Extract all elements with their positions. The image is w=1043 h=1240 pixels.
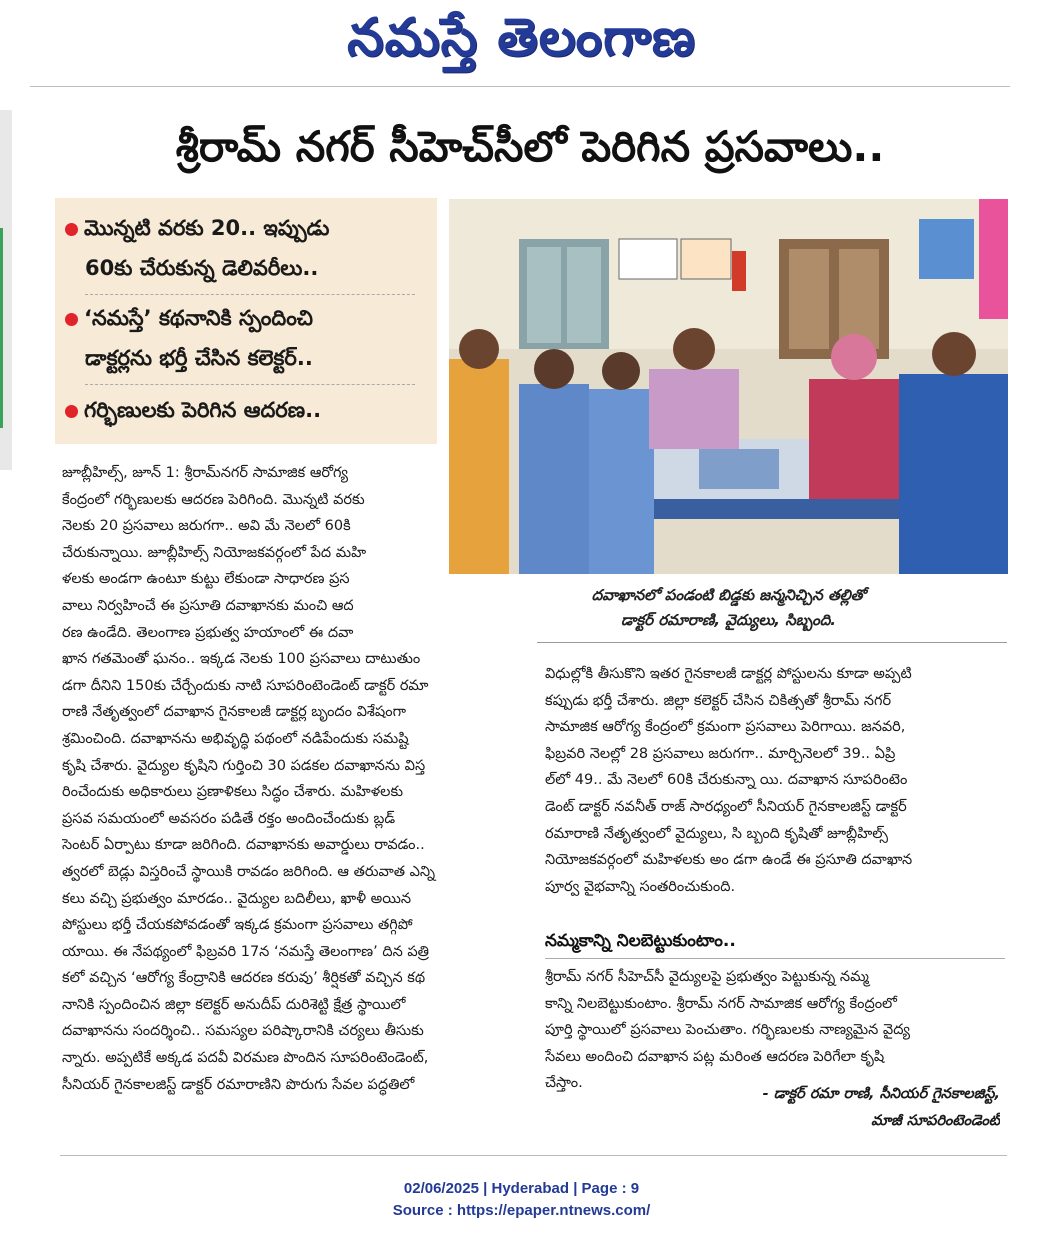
signature-line: మాజీ సూపరింటెండెంట్ [871, 1112, 1000, 1129]
masthead-divider [30, 86, 1010, 87]
text-line: కలు వచ్చి ప్రభుత్వం మారడం.. వైద్యుల బదిలీలు, ఖాళీ అయిన [62, 890, 412, 907]
text-line: చేస్తాం. [545, 1075, 583, 1092]
text-line: రమారాణి నేతృత్వంలో వైద్యులు, సి బ్బంది కృషితో జూబ్లీహిల్స్ [545, 825, 889, 842]
text-line: కలో వచ్చిన ‘ఆరోగ్య కేంద్రానికి ఆదరణ కరువు’ శీర్షికతో వచ్చిన కథ [62, 970, 426, 987]
text-line: ఖాన గతమెంతో ఘనం.. ఇక్కడ నెలకు 100 ప్రసవాలు దాటుతుం [62, 651, 421, 668]
text-line: యాయి. ఈ నేపథ్యంలో ఫిబ్రవరి 17న ‘నమస్తే తెలంగాణ’ దిన పత్రి [62, 943, 430, 960]
highlight-item-cont: డాక్టర్లను భర్తీ చేసిన కలెక్టర్.. [85, 346, 313, 370]
highlight-item: మొన్నటి వరకు 20.. ఇప్పుడు [65, 208, 430, 248]
text-line: వాలు నిర్వహించే ఈ ప్రసూతి దవాఖానకు మంచి ఆద [62, 597, 354, 614]
sub-heading: నమ్మకాన్ని నిలబెట్టుకుంటాం.. [545, 931, 736, 951]
article-photo [449, 199, 1008, 574]
page-edge-accent [0, 228, 3, 428]
text-line: శ్రీరామ్ నగర్ సీహెచ్‌సీ వైద్యులపై ప్రభుత్వం పెట్టుకున్న నమ్మ [545, 969, 869, 985]
article-headline: శ్రీరామ్ నగర్ సీహెచ్‌సీలో పెరిగిన ప్రసవాలు.. [175, 122, 885, 171]
text-line: కేంద్రంలో గర్భిణులకు ఆదరణ పెరిగింది. మొన్నటి వరకు [62, 491, 365, 508]
bullet-icon [65, 223, 78, 236]
text-line: నియోజకవర్గంలో మహిళలకు అం డగా ఉండే ఈ ప్రసూతి దవాఖాన [545, 852, 913, 869]
highlight-divider [85, 384, 415, 385]
text-line: డెంట్ డాక్టర్ నవనీత్ రాజ్ సారధ్యంలో సీనియర్ గైనకాలజిస్ట్ డాక్టర్ [545, 798, 907, 815]
text-line: రాణి నేతృత్వంలో దవాఖాన గైనకాలజీ డాక్టర్ల బృందం విశేషంగా [62, 704, 406, 721]
text-line: సామాజిక ఆరోగ్య కేంద్రంలో క్రమంగా ప్రసవాలు పెరిగాయి. జనవరి, [545, 719, 906, 736]
text-line: జూబ్లీహిల్స్, జూన్ 1: శ్రీరామ్‌నగర్ సామాజిక ఆరోగ్య [62, 465, 349, 481]
caption-divider [537, 642, 1007, 643]
text-line: ల్‌లో 49.. మే నెలలో 60కి చేరుకున్నా యి. దవాఖాన సూపరింటెం [545, 772, 908, 789]
masthead-logo: నమస్తే తెలంగాణ [347, 8, 696, 68]
text-line: సేవలు అందించి దవాఖాన పట్ల మరింత ఆదరణ పెరిగేలా కృషి [545, 1048, 885, 1065]
photo-caption [449, 583, 1008, 633]
text-line: ళలకు అండగా ఉంటూ కుట్టు లేకుండా సాధారణ ప్రస [62, 571, 350, 588]
hospital-ward-photo [449, 199, 1008, 574]
text-line: సీనియర్ గైనకాలజిస్ట్ డాక్టర్ రమారాణిని పొరుగు సేవల పద్ధతిలో [62, 1076, 415, 1093]
text-line: రణ ఉండేది. తెలంగాణ ప్రభుత్వ హయాంలో ఈ దవా [62, 624, 354, 641]
text-line: కృషి చేశారు. వైద్యుల కృషిని గుర్తించి 30 పడకల దవాఖానను విస్త [62, 757, 426, 774]
highlight-item: గర్భిణులకు పెరిగిన ఆదరణ.. [65, 390, 430, 430]
left-column-text [62, 460, 525, 1098]
text-line: నెలకు 20 ప్రసవాలు జరుగగా.. అవి మే నెలలో 60కి [62, 518, 351, 535]
highlight-item-cont: 60కు చేరుకున్న డెలివరీలు.. [85, 256, 319, 280]
article-bottom-rule [60, 1155, 1007, 1156]
sub-heading-divider [545, 958, 1005, 959]
footer-date-line: 02/06/2025 | Hyderabad | Page : 9 [403, 1180, 640, 1197]
text-line: శ్రమించింది. దవాఖానను అభివృద్ధి పథంలో నడిపేందుకు సమష్టి [62, 730, 409, 747]
highlights-box [55, 198, 437, 444]
bullet-icon [65, 405, 78, 418]
bullet-icon [65, 313, 78, 326]
text-line: ఫిబ్రవరి నెలల్లో 28 ప్రసవాలు జరుగగా.. మార్చినెలలో 39.. ఏప్రి [545, 745, 896, 762]
quote-signature [545, 1081, 1000, 1134]
caption-line: డాక్టర్ రమారాణి, వైద్యులు, సిబ్బంది. [621, 611, 836, 629]
text-line: పోస్టులు భర్తీ చేయకపోవడంతో ఇక్కడ క్రమంగా ప్రసవాలు తగ్గిపో [62, 917, 413, 934]
text-line: ప్రసవ సమయంలో అవసరం పడితే రక్తం అందించేందుకు బ్లడ్ [62, 810, 396, 827]
text-line: త్వరలో బెడ్లు విస్తరించే స్థాయికి రావడం జరిగింది. ఆ తరువాత ఎన్ని [62, 863, 436, 880]
caption-line: దవాఖానలో పండంటి బిడ్డకు జన్మనిచ్చిన తల్లితో [591, 586, 866, 604]
text-line: చేరుకున్నాయి. జూబ్లీహిల్స్ నియోజకవర్గంలో పేద మహి [62, 544, 367, 561]
text-line: నానికి స్పందించిన జిల్లా కలెక్టర్ అనుదీప్ దురిశెట్టి క్షేత్ర స్థాయిలో [62, 996, 406, 1013]
text-line: రించేందుకు అధికారులు ప్రణాళికలు సిద్ధం చేశారు. మహిళలకు [62, 784, 404, 801]
text-line: దవాఖానను సందర్శించి.. సమస్యల పరిష్కారానికి చర్యలు తీసుకు [62, 1023, 424, 1040]
quote-text [545, 964, 1007, 1097]
text-line: కప్పుడు భర్తీ చేశారు. జిల్లా కలెక్టర్ చేసిన చికిత్సతో శ్రీరామ్ నగర్ [545, 692, 892, 709]
signature-line: - డాక్టర్ రమా రాణి, సీనియర్ గైనకాలజిస్ట్, [762, 1086, 1000, 1102]
text-line: విధుల్లోకి తీసుకొని ఇతర గైనకాలజీ డాక్టర్ల పోస్టులను కూడా అప్పటి [545, 666, 912, 682]
text-line: సెంటర్ ఏర్పాటు కూడా జరిగింది. దవాఖానకు అవార్డులు రావడం.. [62, 837, 425, 854]
right-column-text [545, 661, 1007, 900]
text-line: కాన్ని నిలబెట్టుకుంటాం. శ్రీరామ్ నగర్ సామాజిక ఆరోగ్య కేంద్రంలో [545, 995, 897, 1012]
text-line: పూర్తి స్థాయిలో ప్రసవాలు పెంచుతాం. గర్భిణులకు నాణ్యమైన వైద్య [545, 1022, 911, 1039]
highlight-divider [85, 294, 415, 295]
text-line: న్నారు. అప్పటికే అక్కడ పదవీ విరమణ పొందిన సూపరింటెండెంట్, [62, 1050, 429, 1067]
text-line: పూర్వ వైభవాన్ని సంతరించుకుంది. [545, 878, 736, 895]
footer-source-line: Source : https://epaper.ntnews.com/ [392, 1202, 651, 1219]
highlight-item: ‘నమస్తే’ కథనానికి స్పందించి [65, 298, 430, 338]
text-line: డగా దీనిని 150కు చేర్చేందుకు నాటి సూపరింటెండెంట్ డాక్టర్ రమా [62, 677, 429, 694]
